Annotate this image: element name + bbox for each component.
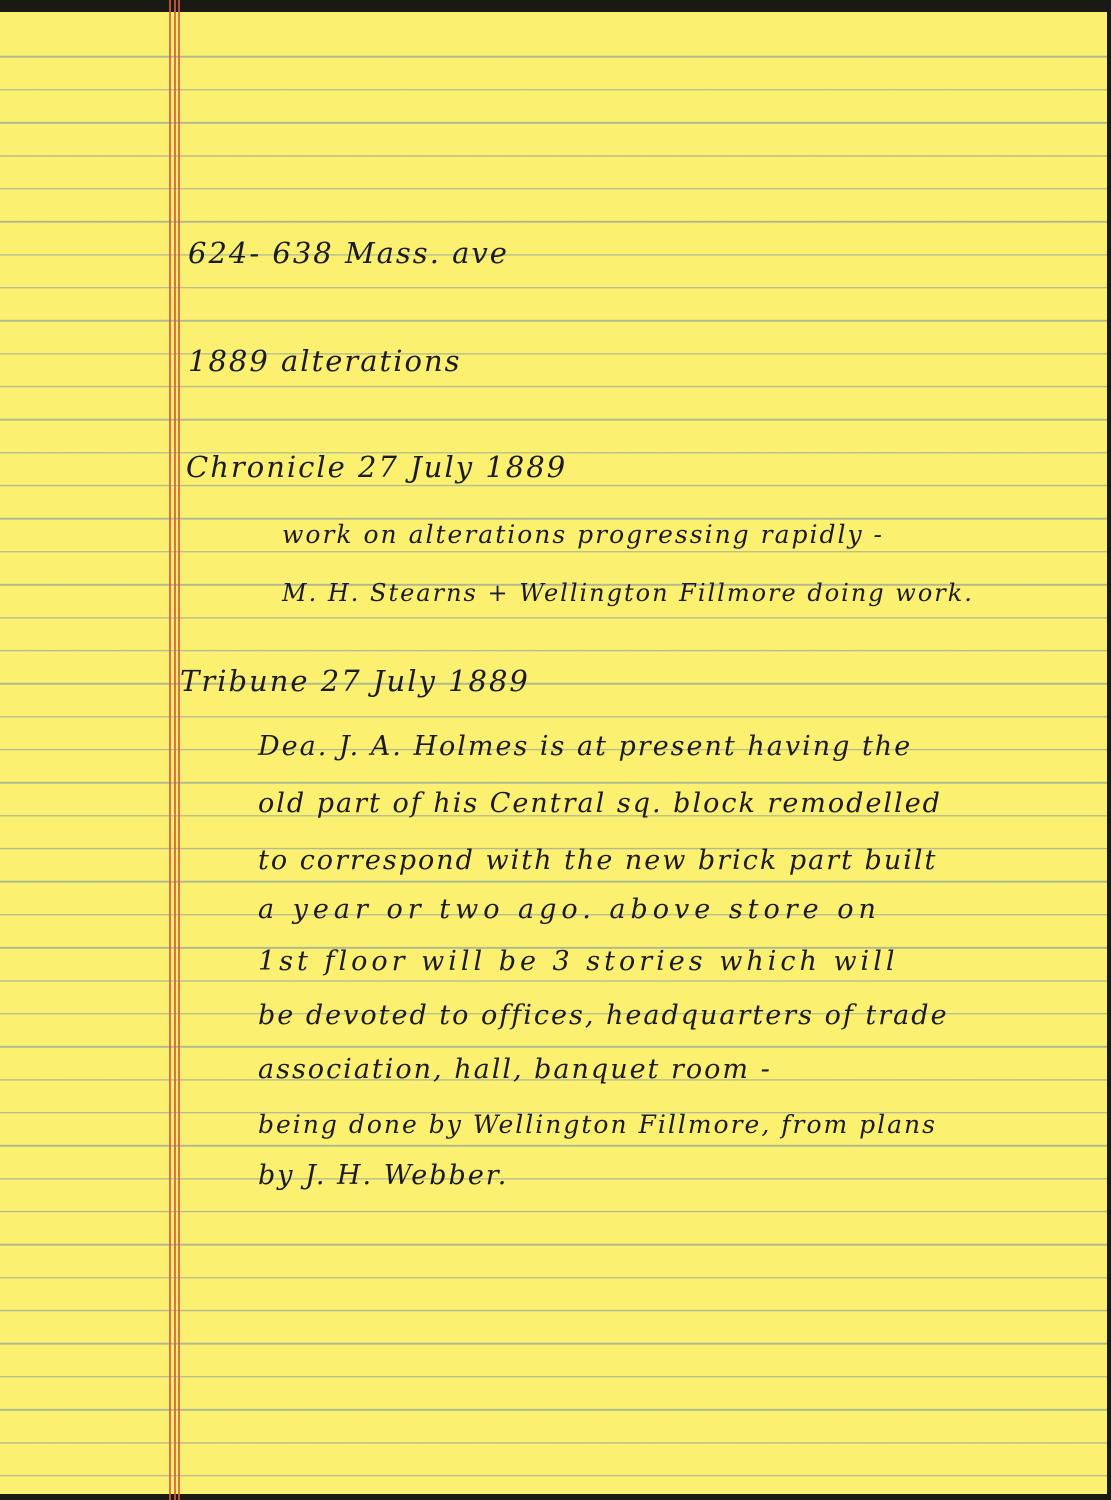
scan-edge-right (1107, 0, 1111, 1500)
tribune-line: be devoted to offices, headquarters of trade (258, 1000, 949, 1031)
margin-line (174, 0, 176, 1500)
chronicle-line: work on alterations progressing rapidly - (282, 520, 884, 549)
tribune-line: Dea. J. A. Holmes is at present having the (258, 731, 913, 762)
tribune-line: by J. H. Webber. (258, 1160, 509, 1191)
chronicle-line: M. H. Stearns + Wellington Fillmore doing work. (282, 579, 974, 607)
chronicle-source: Chronicle 27 July 1889 (186, 450, 568, 484)
scan-edge-bottom (0, 1494, 1111, 1500)
year-alterations-heading: 1889 alterations (188, 344, 462, 378)
tribune-line: association, hall, banquet room - (258, 1054, 772, 1085)
tribune-line: to correspond with the new brick part built (258, 845, 938, 876)
scan-edge-top (0, 0, 1111, 12)
tribune-line: a year or two ago. above store on (258, 894, 881, 925)
tribune-line: 1st floor will be 3 stories which will (258, 946, 899, 977)
address-heading: 624- 638 Mass. ave (188, 236, 509, 270)
tribune-source: Tribune 27 July 1889 (180, 664, 530, 698)
margin-line (169, 0, 171, 1500)
tribune-line: old part of his Central sq. block remodelled (258, 788, 942, 819)
tribune-line: being done by Wellington Fillmore, from plans (258, 1110, 937, 1139)
margin-line (178, 0, 180, 1500)
